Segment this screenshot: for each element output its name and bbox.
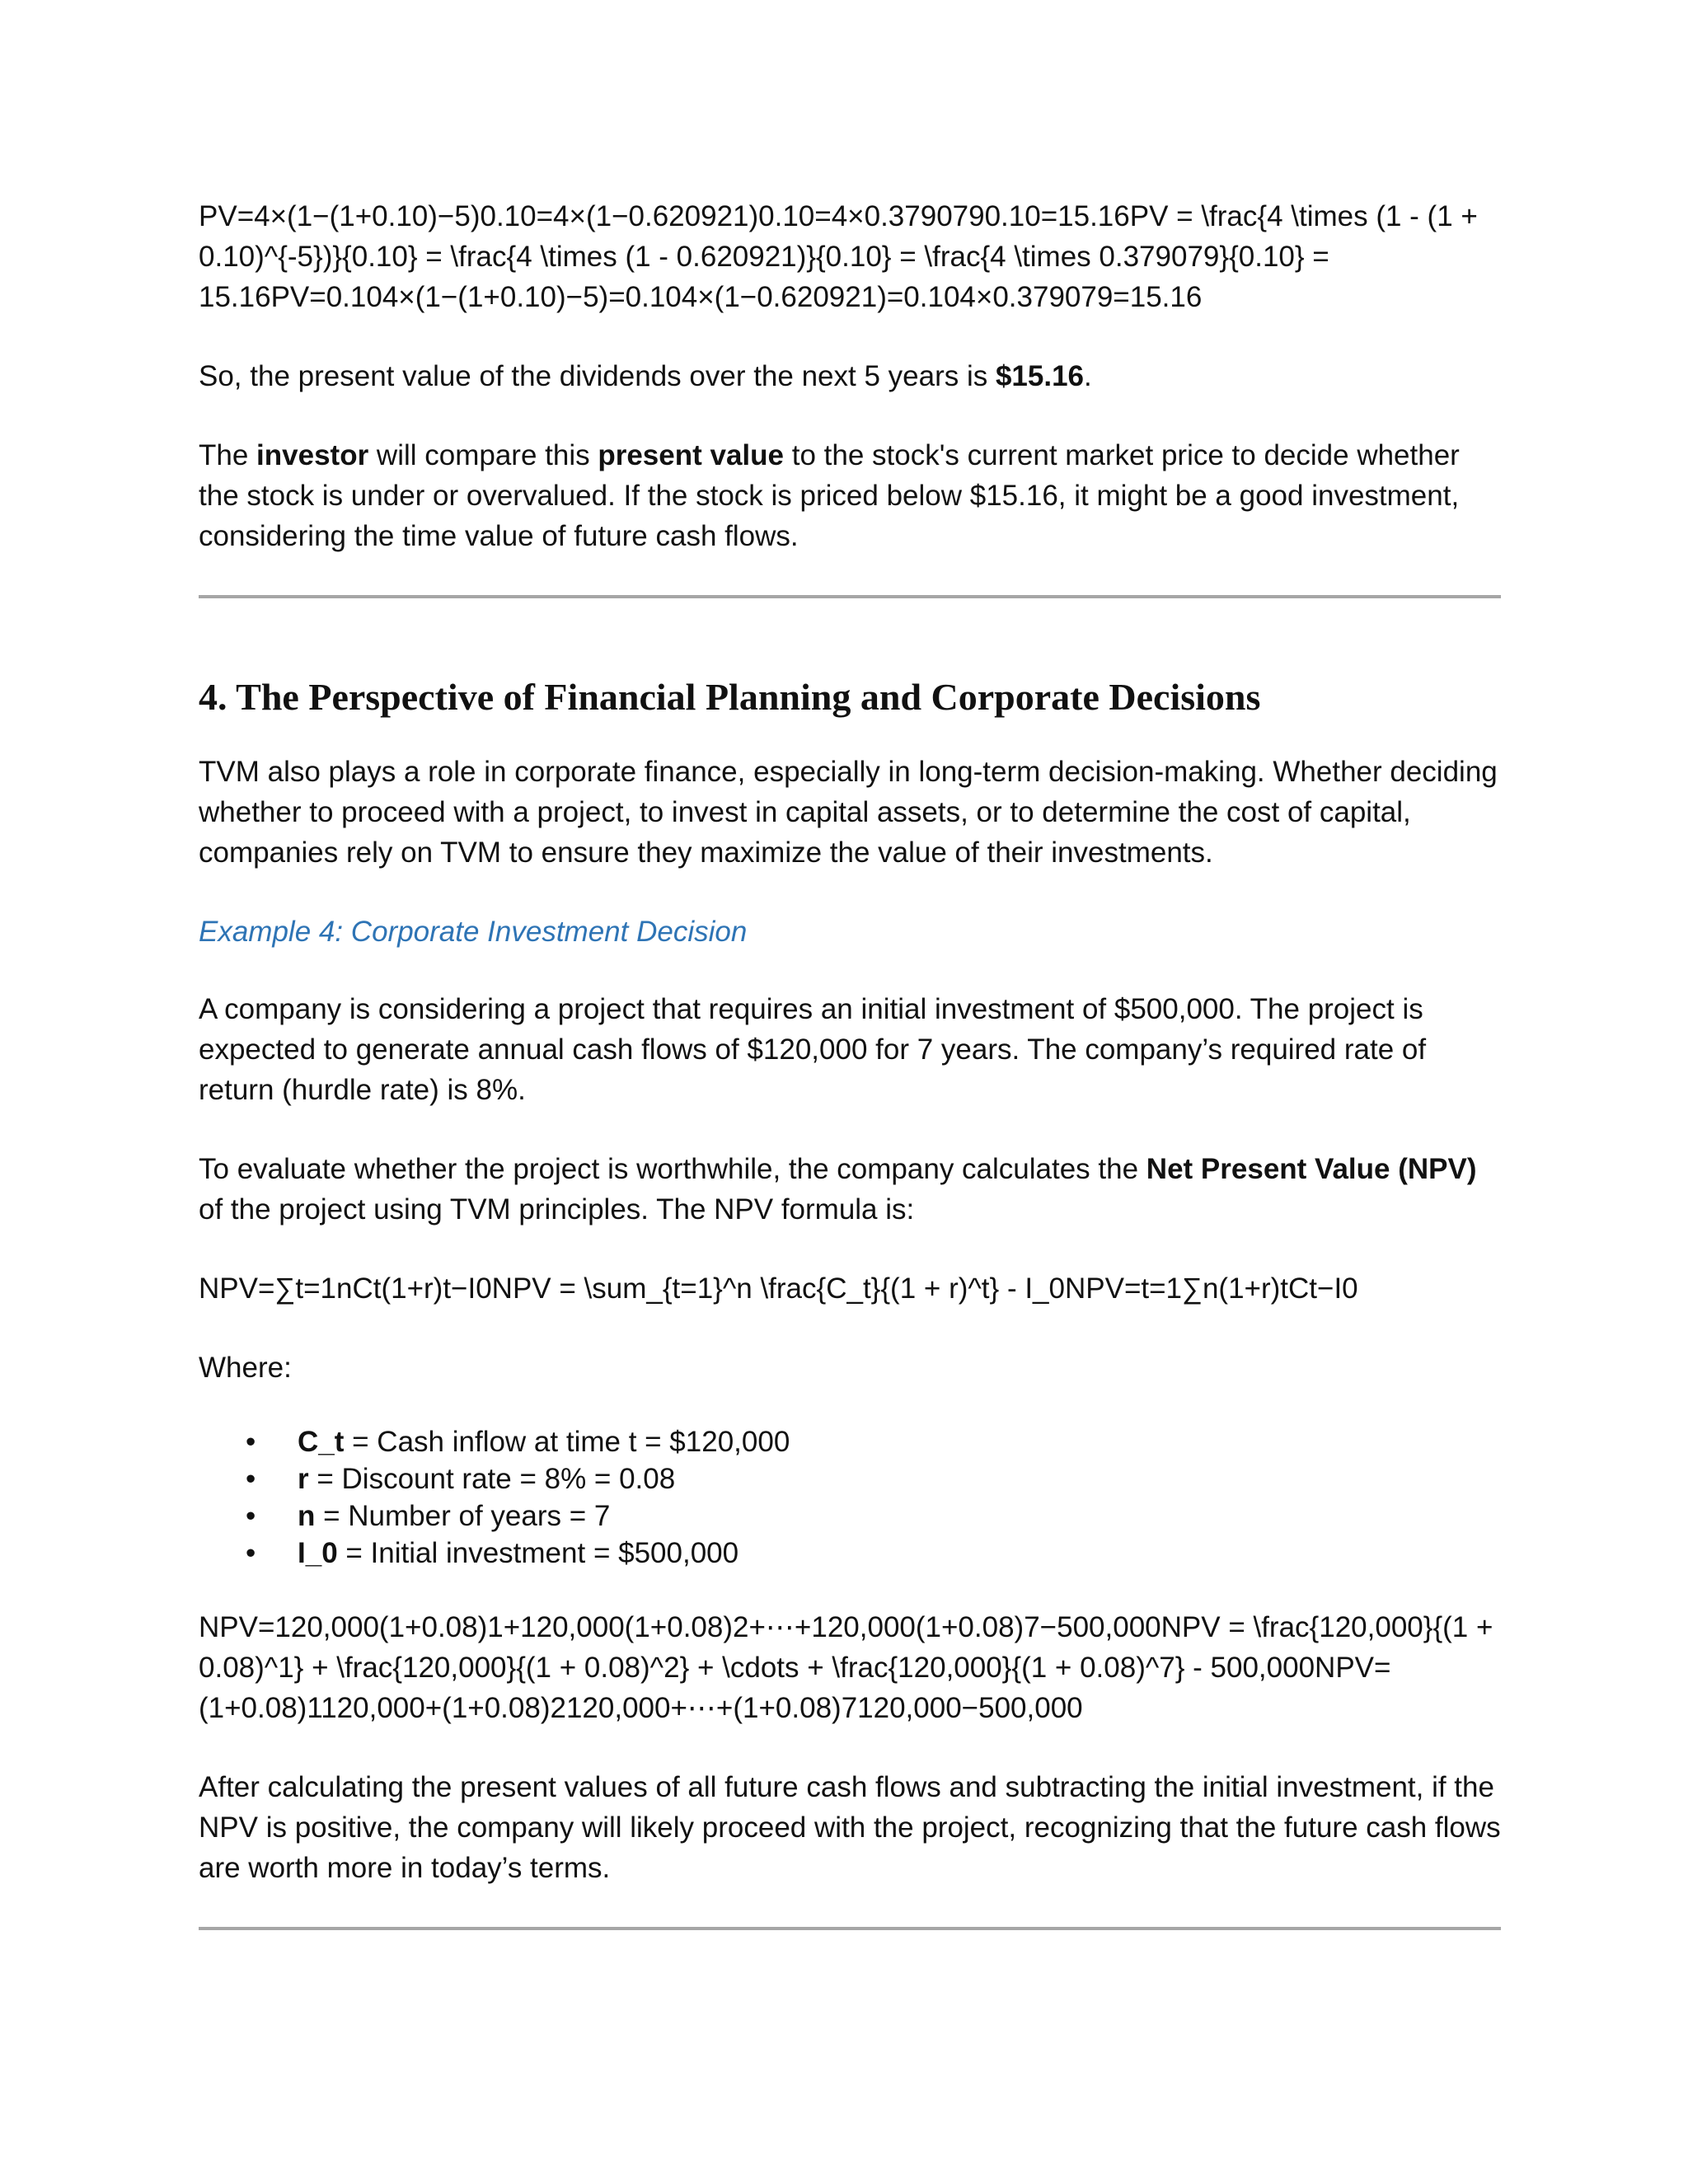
npv-intro-paragraph (199, 1149, 1501, 1230)
example-4-title: Example 4: Corporate Investment Decision (199, 916, 748, 948)
npv-calculation-formula: NPV=120,000(1+0.08)1+120,000(1+0.08)2+⋯+120,000(1+0.08)7−500,000NPV = \frac{120,000}{(1 + 0.08)^1} + \frac{120,000}{(1 + 0.08)^2} + \cdots + \frac{120,000}{(1 + 0.08)^7} - 500,000NPV=(1+0.08)1120,000+(1+0.08)2120,000+⋯+(1+0.08)7120,000−500,000 (199, 1611, 1502, 1724)
bullet-icon: • (246, 1537, 256, 1569)
pv-result-paragraph (199, 356, 1501, 396)
compare-text-3: to the stock's current market price to decide whether the stock is under or overvalued. If the stock is priced below $15.16, it might be a good investment, considering the time value of future cash flows. (199, 439, 1468, 552)
variable-name: I_0 (298, 1537, 338, 1569)
variable-name: r (298, 1463, 309, 1495)
compare-text-1: The (199, 439, 257, 471)
pv-result-value: $15.16 (995, 360, 1085, 392)
list-item (199, 1535, 1501, 1572)
bullet-icon: • (246, 1463, 256, 1495)
where-label: Where: (199, 1352, 292, 1384)
bullet-icon: • (246, 1426, 256, 1458)
npv-intro-text-1: To evaluate whether the project is worthwhile, the company calculates the (199, 1153, 1146, 1185)
variable-list (199, 1423, 1501, 1572)
pv-result-text: So, the present value of the dividends over the next 5 years is (199, 360, 996, 392)
horizontal-rule-2 (199, 1927, 1501, 1930)
list-item (199, 1460, 1501, 1497)
variable-name: C_t (298, 1426, 345, 1458)
example-4-description: A company is considering a project that requires an initial investment of $500,000. The project is expected to generate annual cash flows of $120,000 for 7 years. The company’s required rate of return (hurdle rate) is 8%. (199, 993, 1434, 1106)
npv-intro-bold: Net Present Value (NPV) (1146, 1153, 1477, 1185)
npv-formula: NPV=∑t=1nCt(1+r)t−I0NPV = \sum_{t=1}^n \frac{C_t}{(1 + r)^t} - I_0NPV=t=1∑n(1+r)tCt−I0 (199, 1272, 1358, 1305)
section-4-intro: TVM also plays a role in corporate finance, especially in long-term decision-making. Whether deciding whether to proceed with a project, to invest in capital assets, or to determine the cost of capital, companies rely on TVM to ensure they maximize the value of their investments. (199, 756, 1506, 869)
document-page (199, 196, 1509, 1930)
compare-bold-present-value: present value (598, 439, 784, 471)
variable-desc: = Number of years = 7 (315, 1500, 611, 1532)
investor-compare-paragraph (199, 435, 1501, 556)
list-item (199, 1497, 1501, 1535)
variable-name: n (298, 1500, 316, 1532)
npv-conclusion: After calculating the present values of all future cash flows and subtracting the initial investment, if the NPV is positive, the company will likely proceed with the project, recognizing that the future cash flows are worth more in today’s terms. (199, 1771, 1509, 1884)
pv-result-suffix: . (1084, 360, 1092, 392)
variable-desc: = Discount rate = 8% = 0.08 (308, 1463, 676, 1495)
bullet-icon: • (246, 1500, 256, 1532)
variable-desc: = Cash inflow at time t = $120,000 (344, 1426, 790, 1458)
npv-intro-text-2: of the project using TVM principles. The NPV formula is: (199, 1153, 1485, 1226)
horizontal-rule-1 (199, 595, 1501, 598)
section-4-heading: 4. The Perspective of Financial Planning and Corporate Decisions (199, 676, 1261, 718)
variable-desc: = Initial investment = $500,000 (337, 1537, 739, 1569)
compare-text-2: will compare this (368, 439, 598, 471)
list-item (199, 1423, 1501, 1460)
pv-formula-paragraph: PV=4×(1−(1+0.10)−5)0.10=4×(1−0.620921)0.10=4×0.3790790.10=15.16PV = \frac{4 \times (1 - (1 + 0.10)^{-5})}{0.10} = \frac{4 \times (1 - 0.620921)}{0.10} = \frac{4 \times 0.379079}{0.10} = 15.16PV=0.104×(1−(1+0.10)−5)=0.104×(1−0.620921)=0.104×0.379079=15.16 (199, 200, 1486, 313)
compare-bold-investor: investor (256, 439, 369, 471)
